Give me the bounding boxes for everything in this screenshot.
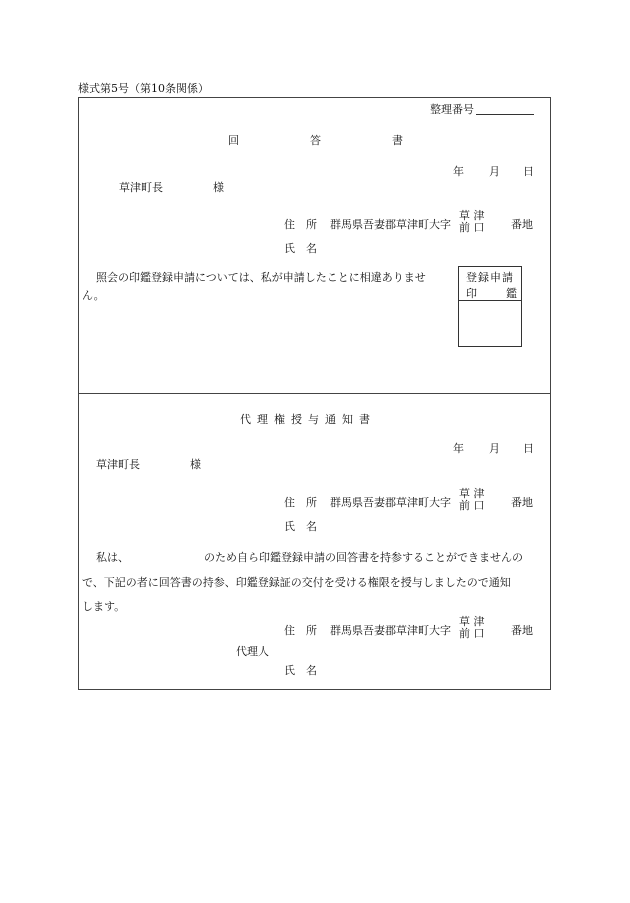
section-divider (78, 393, 551, 394)
reply-addressee: 草津町長 (119, 181, 163, 194)
proxy-address-prefix: 群馬県吾妻郡草津町大字 (330, 496, 451, 509)
reply-area-top: 草 津 (459, 209, 485, 222)
agent-banchi: 番地 (511, 624, 533, 637)
agent-label: 代理人 (236, 645, 269, 658)
reply-area-bottom: 前 口 (459, 221, 485, 234)
seal-label-bottom-right: 鑑 (506, 287, 517, 300)
proxy-address-label: 住 所 (284, 496, 317, 509)
agent-area-bottom: 前 口 (459, 627, 485, 640)
proxy-body-line-1-end: のため自ら印鑑登録申請の回答書を持参することができませんの (204, 551, 523, 564)
proxy-date-month: 月 (489, 442, 500, 455)
proxy-area-top: 草 津 (459, 487, 485, 500)
proxy-body-line-1-start: 私は、 (96, 551, 129, 564)
reply-body-line-1: 照会の印鑑登録申請については、私が申請したことに相違ありませ (96, 271, 426, 284)
proxy-body-line-2: で、下記の者に回答書の持参、印鑑登録証の交付を受ける権限を授与しましたので通知 (82, 576, 511, 589)
agent-address-label: 住 所 (284, 624, 317, 637)
reference-number-line (476, 114, 534, 115)
reply-banchi: 番地 (511, 218, 533, 231)
reply-address-prefix: 群馬県吾妻郡草津町大字 (330, 218, 451, 231)
proxy-addressee: 草津町長 (96, 458, 140, 471)
reply-area-choice (459, 210, 485, 234)
reply-date-day: 日 (523, 165, 534, 178)
agent-address-prefix: 群馬県吾妻郡草津町大字 (330, 624, 451, 637)
reply-title-char-3: 書 (392, 134, 403, 147)
seal-label-bottom-left: 印 (466, 287, 477, 300)
proxy-title: 代理権授与通知書 (240, 413, 376, 426)
reply-address-label: 住 所 (284, 218, 317, 231)
proxy-body-line-3: します。 (82, 600, 126, 613)
proxy-name-label: 氏 名 (284, 520, 317, 533)
reply-date-year: 年 (453, 165, 464, 178)
agent-area-top: 草 津 (459, 615, 485, 628)
reply-title-char-1: 回 (228, 134, 239, 147)
reply-title-char-2: 答 (310, 134, 321, 147)
form-number-label: 様式第5号（第10条関係） (78, 82, 209, 95)
proxy-date-year: 年 (453, 442, 464, 455)
proxy-area-choice (459, 488, 485, 512)
proxy-sama: 様 (190, 458, 201, 471)
reply-sama: 様 (213, 181, 224, 194)
agent-name-label: 氏 名 (284, 664, 317, 677)
reply-body-line-2: ん。 (82, 289, 105, 302)
seal-label-top: 登録申請 (466, 271, 514, 284)
proxy-area-bottom: 前 口 (459, 499, 485, 512)
agent-area-choice (459, 616, 485, 640)
reply-name-label: 氏 名 (284, 242, 317, 255)
proxy-banchi: 番地 (511, 496, 533, 509)
reply-date-month: 月 (489, 165, 500, 178)
reference-number-label: 整理番号 (430, 103, 474, 116)
proxy-date-day: 日 (523, 442, 534, 455)
